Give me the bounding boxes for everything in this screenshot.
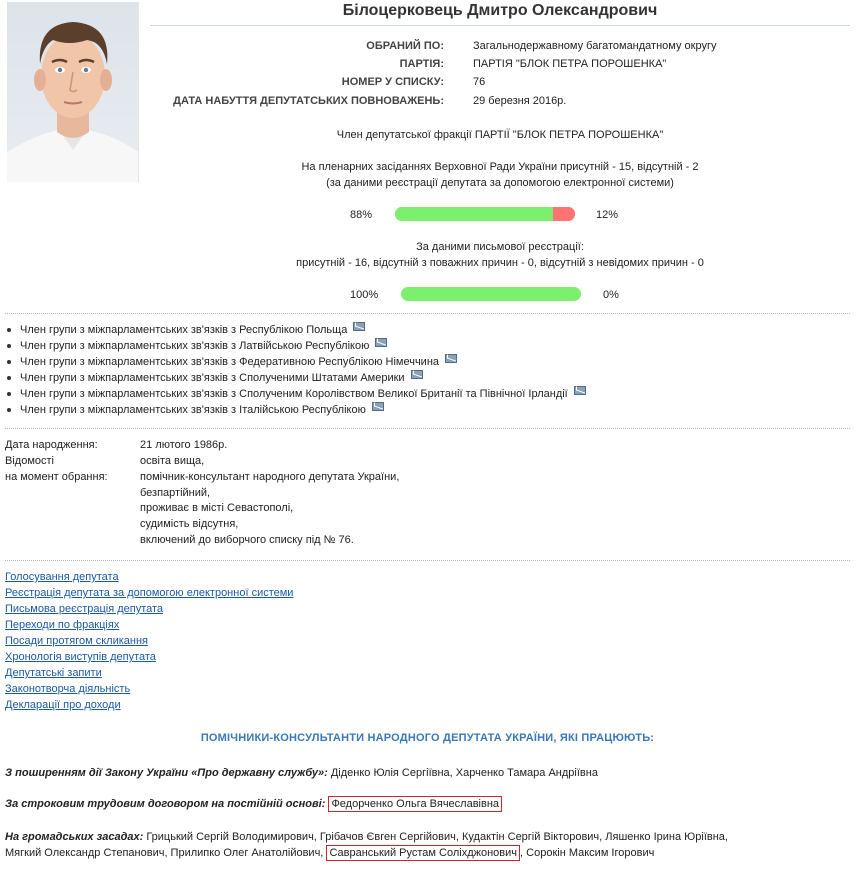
group-label: Член групи з міжпарламентських зв'язків з Італійською Республікою [20,404,366,416]
birth-date-label: Дата народження: [5,439,98,451]
written-line-1: За даними письмової реєстрації: [416,241,584,253]
bio-line: освіта вища, [140,455,205,467]
bio-line: помічник-консультант народного депутата України, [140,470,400,483]
deputy-links [5,569,293,713]
group-item [0,354,860,370]
group-label: Член групи з міжпарламентських зв'язків з Сполученим Королівством Великої Британії та Північної Ірландії [20,388,568,400]
written-present-percent: 100% [350,289,379,301]
mail-icon[interactable] [375,338,387,347]
link-written-registration[interactable]: Письмова реєстрація депутата [5,603,164,615]
info-label: НОМЕР У СПИСКУ: [341,76,444,88]
public-names-line-2b: , Сорокін Максим Ігорович [520,847,655,859]
info-value: ПАРТІЯ "БЛОК ПЕТРА ПОРОШЕНКА" [473,58,667,70]
divider [5,313,850,314]
civil-service-names: Діденко Юлія Сергіївна, Харченко Тамара Андріївна [330,767,598,779]
mail-icon[interactable] [411,370,423,379]
bar-present-fill [401,287,581,301]
assistants-title: ПОМІЧНИКИ-КОНСУЛЬТАНТИ НАРОДНОГО ДЕПУТАТА УКРАЇНИ, ЯКІ ПРАЦЮЮТЬ: [200,732,655,744]
public-names-line-1: Грицький Сергій Володимирович, Грібачов Євген Сергійович, Кудактін Сергій Вікторович, Ляшенко Ірина Юріївна, [146,831,728,843]
group-item [0,370,860,386]
civil-service-label: З поширенням дії Закону України «Про державну службу»: [5,767,328,779]
bar-absent-fill [553,207,575,221]
bullet-icon [7,376,11,380]
divider [5,428,850,429]
plenary-absent-percent: 12% [596,209,619,221]
info-label: ПАРТІЯ: [399,58,444,70]
group-label: Член групи з міжпарламентських зв'язків з Сполученими Штатами Америки [20,372,405,384]
info-value: Загальнодержавному багатомандатному округу [473,40,717,52]
public-names-line-2a: Мягкий Олександр Степанович, Прилипко Олег Анатолійович, [5,847,324,859]
written-attendance-bar [401,287,581,301]
plenary-attendance-bar [395,207,575,221]
group-item [0,386,860,402]
bullet-icon [7,328,11,332]
info-row-party [150,55,850,73]
link-voting[interactable]: Голосування депутата [5,571,119,583]
link-income-declarations[interactable]: Декларації про доходи [5,699,121,711]
mail-icon[interactable] [574,386,586,395]
title-divider [150,25,850,26]
written-line-2: присутній - 16, відсутній з поважних причин - 0, відсутній з невідомих причин - 0 [296,257,704,269]
bullet-icon [7,360,11,364]
bio-info-lines [140,454,399,549]
info-label-2: на момент обрання: [5,471,108,483]
bullet-icon [7,344,11,348]
link-speeches[interactable]: Хронологія виступів депутата [5,651,156,663]
deputy-photo [7,2,139,182]
bullet-icon [7,392,11,396]
bio-line: безпартійний, [140,486,211,499]
link-electronic-registration[interactable]: Реєстрація депутата за допомогою електронної системи [5,587,294,599]
plenary-line-2: (за даними реєстрації депутата за допомогою електронної системи) [326,177,674,189]
info-row-mandate-date [150,92,850,110]
link-positions[interactable]: Посади протягом скликання [5,635,148,647]
bullet-icon [7,408,11,412]
link-inquiries[interactable]: Депутатські запити [5,667,102,679]
written-absent-percent: 0% [603,289,619,301]
mail-icon[interactable] [372,402,384,411]
info-label: ДАТА НАБУТТЯ ДЕПУТАТСЬКИХ ПОВНОВАЖЕНЬ: [173,95,444,107]
group-item [0,322,860,338]
info-label: ОБРАНИЙ ПО: [366,40,444,52]
info-label-1: Відомості [5,455,54,467]
assistants-civil-service [5,765,598,781]
mail-icon[interactable] [445,354,457,363]
plenary-present-percent: 88% [350,209,373,221]
contract-label: За строковим трудовим договором на постійній основі: [5,798,326,810]
group-label: Член групи з міжпарламентських зв'язків з Латвійською Республікою [20,340,370,352]
link-faction-transfers[interactable]: Переходи по фракціях [5,619,120,631]
public-label: На громадських засадах: [5,831,144,843]
info-value: 76 [473,76,486,88]
info-row-elected [150,37,850,55]
public-name-highlighted: Савранський Рустам Соліхджонович [326,845,520,861]
bio-line: судимість відсутня, [140,518,239,531]
divider [5,560,850,561]
faction-text: Член депутатської фракції ПАРТІЇ "БЛОК ПЕТРА ПОРОШЕНКА" [336,129,664,141]
contract-name-highlighted: Федорченко Ольга Вячеславівна [328,796,502,812]
link-legislative-activity[interactable]: Законотворча діяльність [5,683,131,695]
mail-icon[interactable] [353,322,365,331]
birth-date-value: 21 лютого 1986р. [140,439,228,451]
assistants-public [5,829,728,845]
group-label: Член групи з міжпарламентських зв'язків з Федеративною Республікою Німеччина [20,356,440,368]
plenary-line-1: На пленарних засіданнях Верховної Ради України присутній - 15, відсутній - 2 [301,161,699,173]
bar-present-fill [395,207,553,221]
info-row-list-number [150,73,850,91]
assistants-public-line-2 [5,845,654,861]
group-item [0,338,860,354]
bio-line: проживає в місті Севастополі, [140,502,294,515]
bio-line: включений до виборчого списку під № 76. [140,533,354,546]
group-label: Член групи з міжпарламентських зв'язків з Республікою Польща [20,324,348,336]
info-value: 29 березня 2016р. [473,95,567,107]
group-item [0,402,860,418]
interparliamentary-groups-list [0,322,860,418]
deputy-name: Білоцерковець Дмитро Олександрович [342,2,658,19]
assistants-contract [5,796,502,812]
